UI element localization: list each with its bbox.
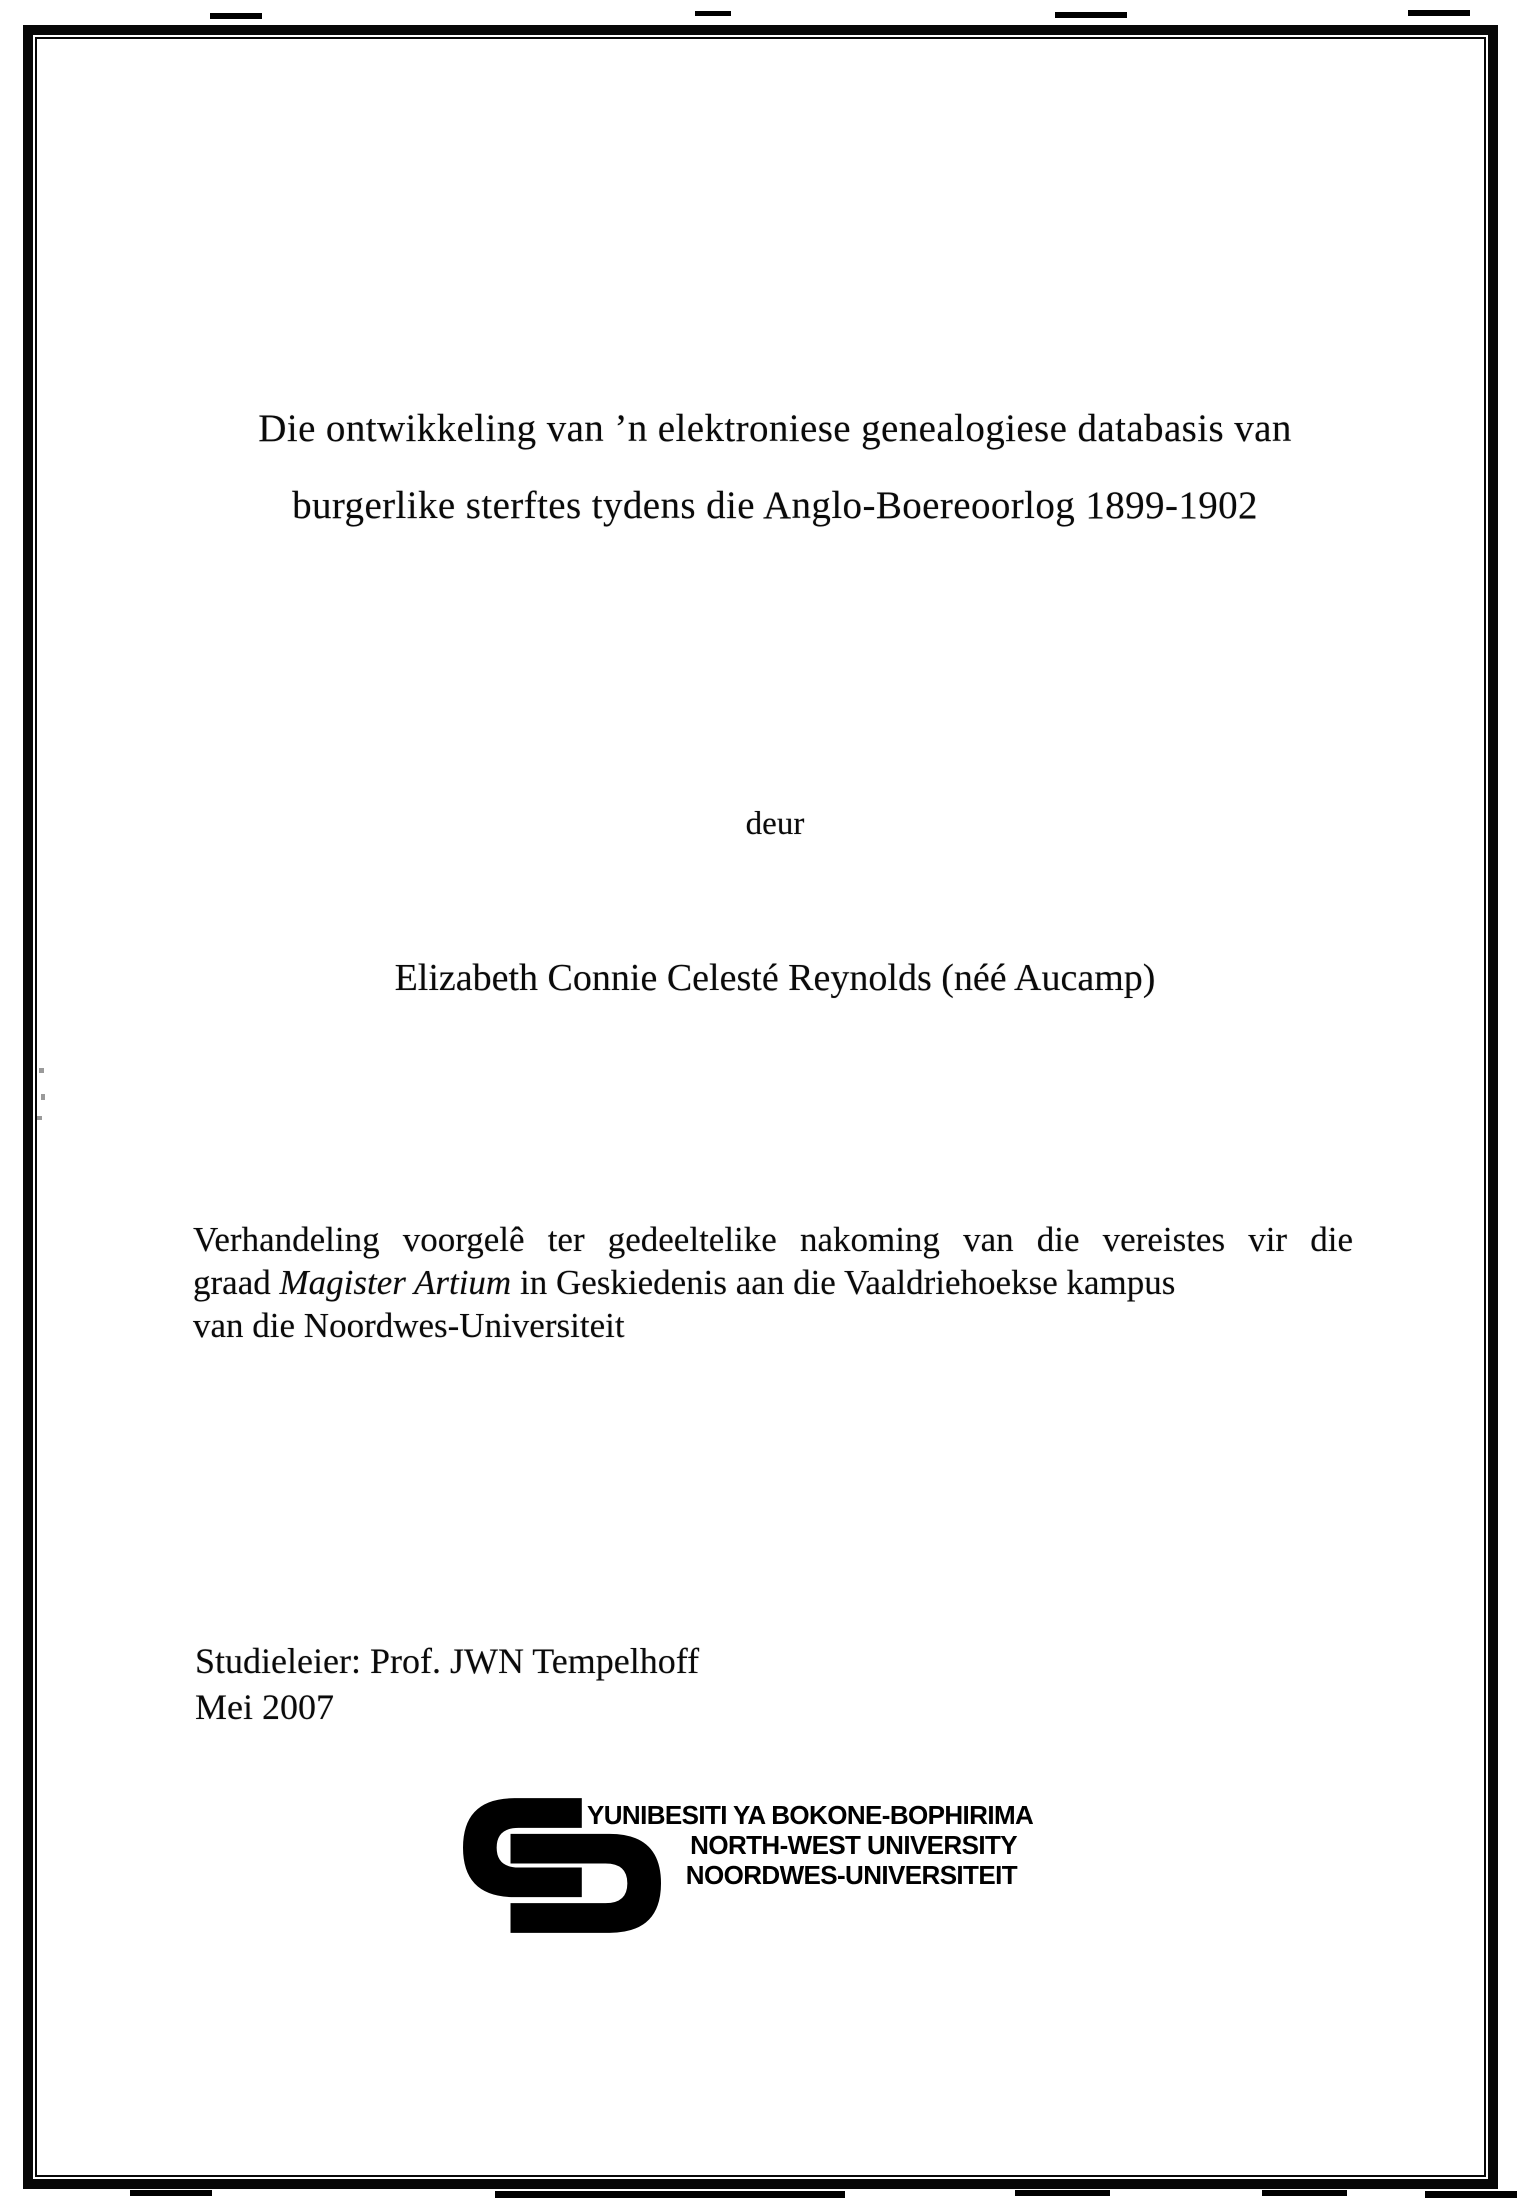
degree-statement-line3: van die Noordwes-Universiteit	[193, 1306, 625, 1345]
scan-noise-mark	[495, 2191, 845, 2198]
thesis-title	[190, 390, 1360, 544]
scan-noise-mark	[1262, 2190, 1347, 2196]
thesis-title-line1: Die ontwikkeling van ’n elektroniese genealogiese databasis van	[258, 407, 1292, 450]
supervisor-line: Studieleier: Prof. JWN Tempelhoff	[195, 1641, 700, 1681]
degree-statement-line2-pre: graad	[193, 1263, 280, 1302]
thesis-title-line2: burgerlike sterftes tydens die Anglo-Boereoorlog 1899-1902	[292, 484, 1258, 527]
scan-noise-mark	[1055, 12, 1127, 18]
degree-name-italic: Magister Artium	[279, 1263, 512, 1302]
logo-line-setswana: YUNIBESITI YA BOKONE-BOPHIRIMA	[587, 1800, 1034, 1830]
scan-noise-mark	[1408, 10, 1470, 16]
author-name: Elizabeth Connie Celesté Reynolds (néé Aucamp)	[394, 957, 1156, 999]
university-logo-text	[587, 1800, 1034, 1890]
scan-speck	[41, 1094, 45, 1100]
scan-noise-mark	[1425, 2191, 1517, 2198]
degree-statement-line1: Verhandeling voorgelê ter gedeeltelike nakoming van die vereistes vir die	[193, 1220, 1353, 1259]
date-line: Mei 2007	[195, 1687, 334, 1727]
scan-speck	[37, 1116, 42, 1120]
scan-noise-mark	[210, 13, 262, 19]
scan-noise-mark	[130, 2190, 212, 2196]
scan-noise-mark	[1015, 2190, 1110, 2196]
degree-statement-line2-post: in Geskiedenis aan die Vaaldriehoekse kampus	[511, 1263, 1176, 1302]
logo-line-english: NORTH-WEST UNIVERSITY	[690, 1830, 1017, 1860]
scan-noise-mark	[695, 11, 731, 16]
supervisor-block	[195, 1638, 699, 1730]
degree-statement-line2	[193, 1261, 1353, 1304]
byline-label: deur	[745, 806, 805, 842]
logo-line-afrikaans: NOORDWES-UNIVERSITEIT	[685, 1860, 1017, 1890]
scan-speck	[39, 1068, 44, 1073]
degree-statement	[193, 1218, 1353, 1347]
